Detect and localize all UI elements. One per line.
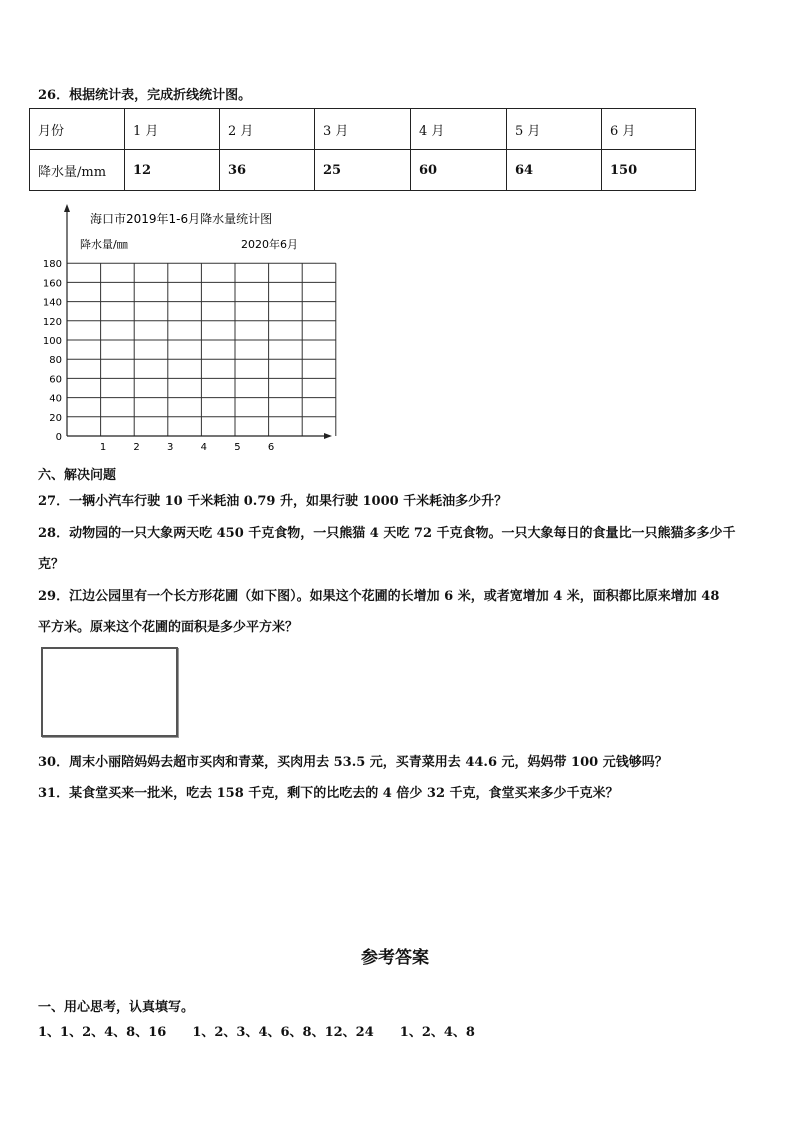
y-tick-label: 80 bbox=[49, 355, 62, 367]
question-30: 30．周末小丽陪妈妈去超市买肉和青菜，买肉用去 53.5 元，买青菜用去 44.6 元，妈妈带 100 元钱够吗？ bbox=[38, 755, 668, 770]
table-row-values bbox=[30, 150, 696, 191]
table-cell: 2 月 bbox=[220, 109, 315, 150]
question-29-cont: 平方米。原来这个花圃的面积是多少平方米？ bbox=[38, 620, 299, 635]
y-tick-label: 160 bbox=[42, 278, 62, 290]
question-27: 27．一辆小汽车行驶 10 千米耗油 0.79 升，如果行驶 1000 千米耗油多少升？ bbox=[38, 494, 508, 509]
table-cell: 64 bbox=[507, 150, 602, 191]
x-tick-label: 5 bbox=[234, 442, 241, 452]
chart-title: 海口市2019年1-6月降水量统计图 bbox=[90, 212, 273, 226]
table-cell: 36 bbox=[220, 150, 315, 191]
question-29: 29．江边公园里有一个长方形花圃（如下图）。如果这个花圃的长增加 6 米，或者宽增加 4 米，面积都比原来增加 48 bbox=[38, 589, 720, 604]
table-header-month: 月份 bbox=[30, 109, 125, 150]
y-tick-label: 40 bbox=[49, 393, 62, 405]
table-row-months bbox=[30, 109, 696, 150]
table-cell: 60 bbox=[411, 150, 507, 191]
x-tick-label: 2 bbox=[133, 442, 140, 452]
answers-line-1: 1、1、2、4、8、16 1、2、3、4、6、8、12、24 1、2、4、8 bbox=[38, 1025, 475, 1040]
question-26: 26．根据统计表，完成折线统计图。 bbox=[38, 88, 252, 103]
table-cell: 6 月 bbox=[602, 109, 696, 150]
table-cell: 4 月 bbox=[411, 109, 507, 150]
x-tick-label: 3 bbox=[167, 442, 174, 452]
answers-title: 参考答案 bbox=[361, 948, 429, 968]
y-axis-arrow-icon bbox=[64, 204, 70, 212]
y-tick-label: 20 bbox=[49, 412, 62, 424]
chart-x-ticks bbox=[100, 442, 274, 452]
table-header-rainfall: 降水量/mm bbox=[30, 150, 125, 191]
chart-ylabel: 降水量/㎜ bbox=[80, 238, 128, 251]
question-28-cont: 克？ bbox=[38, 557, 65, 572]
y-tick-label: 60 bbox=[49, 374, 62, 386]
chart-y-ticks bbox=[43, 259, 62, 443]
y-tick-label: 120 bbox=[42, 316, 62, 328]
table-cell: 1 月 bbox=[125, 109, 220, 150]
garden-rectangle bbox=[41, 647, 178, 737]
y-tick-label: 140 bbox=[42, 297, 62, 309]
section-6-heading: 六、解决问题 bbox=[38, 468, 117, 483]
table-cell: 12 bbox=[125, 150, 220, 191]
table-cell: 5 月 bbox=[507, 109, 602, 150]
y-tick-label: 100 bbox=[42, 336, 62, 347]
table-cell: 150 bbox=[602, 150, 696, 191]
table-cell: 3 月 bbox=[315, 109, 411, 150]
question-28: 28．动物园的一只大象两天吃 450 千克食物，一只熊猫 4 天吃 72 千克食物。一只大象每日的食量比一只熊猫多多少千 bbox=[38, 526, 736, 541]
rainfall-chart bbox=[28, 202, 338, 452]
x-tick-label: 6 bbox=[267, 442, 275, 452]
answers-section-1: 一、用心思考，认真填写。 bbox=[38, 1000, 195, 1015]
rainfall-table bbox=[29, 108, 696, 191]
x-axis-arrow-icon bbox=[324, 433, 332, 439]
y-tick-label: 180 bbox=[42, 259, 62, 271]
question-31: 31．某食堂买来一批米，吃去 158 千克，剩下的比吃去的 4 倍少 32 千克，食堂买来多少千克米？ bbox=[38, 786, 619, 801]
x-tick-label: 1 bbox=[99, 442, 107, 452]
y-tick-label: 0 bbox=[55, 432, 62, 443]
chart-date-note: 2020年6月 bbox=[241, 238, 298, 251]
x-tick-label: 4 bbox=[200, 442, 207, 452]
chart-grid bbox=[67, 263, 336, 436]
table-cell: 25 bbox=[315, 150, 411, 191]
